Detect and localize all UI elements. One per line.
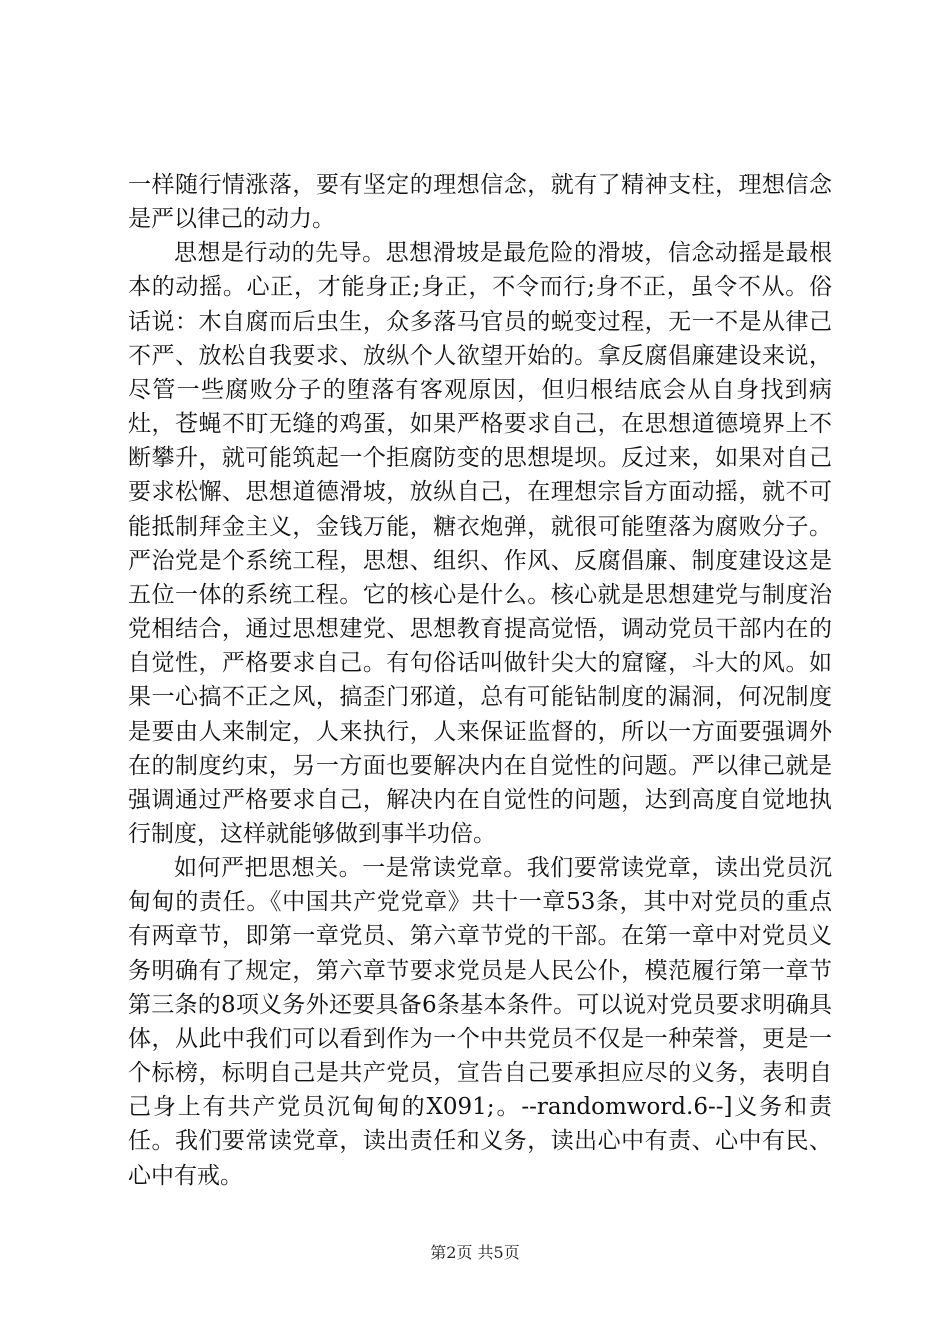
paragraph-1: 一样随行情涨落，要有坚定的理想信念，就有了精神支柱，理想信念是严以律己的动力。	[128, 172, 832, 233]
document-body	[128, 168, 832, 1193]
paragraph-3: 如何严把思想关。一是常读党章。我们要常读党章，读出党员沉甸甸的责任。《中国共产党党章》共十一章53条，其中对党员的重点有两章节，即第一章党员、第六章节党的干部。在第一章中对党员义务明确有了规定，第六章节要求党员是人民公仆，模范履行第一章节第三条的8项义务外还要具备6条基本条件。可以说对党员要求明确具体，从此中我们可以看到作为一个中共党员不仅是一种荣誉，更是一个标榜，标明自己是共产党员，宣告自己要承担应尽的义务，表明自己身上有共产党员沉甸甸的X091;。--randomword.6--]义务和责任。我们要常读党章，读出责任和义务，读出心中有责、心中有民、心中有戒。	[128, 855, 832, 1189]
page-footer: 第2页 共5页	[430, 1243, 520, 1262]
paragraph-2: 思想是行动的先导。思想滑坡是最危险的滑坡，信念动摇是最根本的动摇。心正，才能身正;身正，不令而行;身不正，虽令不从。俗话说：木自腐而后虫生，众多落马官员的蜕变过程，无一不是从律己不严、放松自我要求、放纵个人欲望开始的。拿反腐倡廉建设来说，尽管一些腐败分子的堕落有客观原因，但归根结底会从自身找到病灶，苍蝇不盯无缝的鸡蛋，如果严格要求自己，在思想道德境界上不断攀升，就可能筑起一个拒腐防变的思想堤坝。反过来，如果对自己要求松懈、思想道德滑坡，放纵自己，在理想宗旨方面动摇，就不可能抵制拜金主义，金钱万能，糖衣炮弹，就很可能堕落为腐败分子。严治党是个系统工程，思想、组织、作风、反腐倡廉、制度建设这是五位一体的系统工程。它的核心是什么。核心就是思想建党与制度治党相结合，通过思想建党、思想教育提高觉悟，调动党员干部内在的自觉性，严格要求自己。有句俗话叫做针尖大的窟窿，斗大的风。如果一心搞不正之风，搞歪门邪道，总有可能钻制度的漏洞，何况制度是要由人来制定，人来执行，人来保证监督的，所以一方面要强调外在的制度约束，另一方面也要解决内在自觉性的问题。严以律己就是强调通过严格要求自己，解决内在自觉性的问题，达到高度自觉地执行制度，这样就能够做到事半功倍。	[128, 240, 832, 847]
